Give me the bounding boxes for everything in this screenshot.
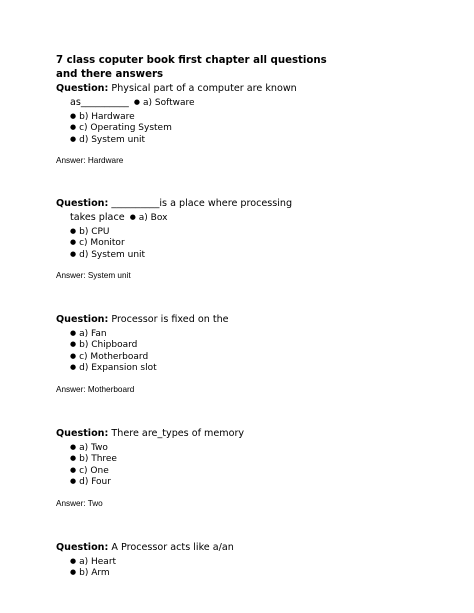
- option-label: a) Fan: [79, 329, 107, 339]
- question-label: Question:: [56, 314, 109, 325]
- option-item: [70, 340, 456, 351]
- option-label: c) Monitor: [79, 238, 125, 249]
- document-title: [56, 54, 356, 82]
- question-text-after: types of memory: [162, 428, 245, 439]
- bullet-icon: ●: [70, 568, 77, 577]
- question-text: Physical part of a computer are known: [111, 83, 297, 94]
- option-label: b) Arm: [79, 568, 110, 579]
- option-item: [70, 466, 456, 477]
- bullet-icon: ●: [70, 351, 77, 360]
- answer-text: Answer: Motherboard: [56, 384, 135, 394]
- bullet-icon: ●: [70, 443, 77, 451]
- option-item: [70, 329, 456, 340]
- option-label: a) Box: [138, 213, 168, 223]
- option-item: [70, 352, 456, 363]
- option-item: [70, 227, 456, 238]
- option-list: [56, 112, 456, 146]
- question-label: Question:: [56, 542, 109, 553]
- option-list: [56, 443, 456, 489]
- option-label: d) System unit: [79, 134, 146, 145]
- option-item: [70, 250, 456, 261]
- question-block-3: [56, 313, 456, 395]
- question-label: Question:: [56, 83, 109, 94]
- option-item: [70, 112, 456, 123]
- option-label: b) CPU: [79, 227, 110, 237]
- bullet-icon: ●: [70, 454, 77, 463]
- option-label: d) System unit: [79, 249, 146, 260]
- option-item: [70, 477, 456, 488]
- question-label: Question:: [56, 428, 109, 439]
- bullet-icon: ●: [70, 329, 77, 337]
- option-list: [56, 557, 456, 580]
- option-label: d) Expansion slot: [79, 363, 157, 374]
- bullet-icon: ●: [70, 465, 77, 474]
- option-item: [70, 238, 456, 249]
- option-item: [70, 557, 456, 568]
- bullet-icon: ●: [70, 477, 77, 486]
- option-label: b) Hardware: [79, 112, 135, 122]
- question-text: Processor is fixed on the: [111, 314, 229, 325]
- option-list: [56, 227, 456, 261]
- bullet-icon: ●: [70, 123, 77, 132]
- option-item: [70, 363, 456, 374]
- option-label: b) Three: [79, 454, 117, 465]
- option-label: d) Four: [79, 477, 111, 488]
- question-text: __________is a place where processing: [111, 198, 293, 209]
- answer-text: Answer: Two: [56, 498, 103, 508]
- bullet-icon: ●: [70, 134, 77, 143]
- bullet-icon: ●: [70, 238, 77, 247]
- question-block-4: [56, 427, 456, 509]
- option-item: [70, 443, 456, 454]
- question-label: Question:: [56, 198, 109, 209]
- question-text: A Processor acts like a/an: [111, 542, 234, 553]
- option-label: c) Motherboard: [79, 351, 149, 362]
- title-line-1: 7 class coputer book first chapter all questions: [56, 55, 327, 66]
- bullet-icon: ●: [129, 213, 136, 221]
- option-label: c) Operating System: [79, 123, 172, 134]
- answer-text: Answer: Hardware: [56, 156, 124, 166]
- question-block-2: [56, 197, 456, 281]
- question-blank: _: [157, 428, 163, 439]
- option-item: [70, 123, 456, 134]
- bullet-icon: ●: [70, 340, 77, 349]
- bullet-icon: ●: [70, 112, 77, 120]
- option-item: [70, 135, 456, 146]
- bullet-icon: ●: [70, 227, 77, 235]
- option-a: [130, 213, 168, 223]
- option-label: a) Software: [143, 98, 195, 108]
- option-label: a) Heart: [79, 557, 117, 567]
- option-item: [70, 454, 456, 465]
- bullet-icon: ●: [70, 249, 77, 258]
- option-item: [70, 568, 456, 579]
- question-block-5: [56, 541, 456, 580]
- option-a: [134, 98, 195, 108]
- question-text-continued: takes place: [70, 212, 125, 223]
- option-label: b) Chipboard: [79, 340, 138, 351]
- option-label: a) Two: [79, 443, 108, 453]
- bullet-icon: ●: [70, 363, 77, 372]
- bullet-icon: ●: [70, 557, 77, 565]
- title-line-2: and there answers: [56, 69, 164, 80]
- bullet-icon: ●: [133, 98, 141, 106]
- option-label: c) One: [79, 465, 109, 476]
- question-text-continued: as__________: [70, 97, 129, 108]
- answer-text: Answer: System unit: [56, 271, 131, 281]
- option-list: [56, 329, 456, 375]
- question-text: There are: [111, 428, 158, 439]
- question-block-1: [56, 82, 456, 166]
